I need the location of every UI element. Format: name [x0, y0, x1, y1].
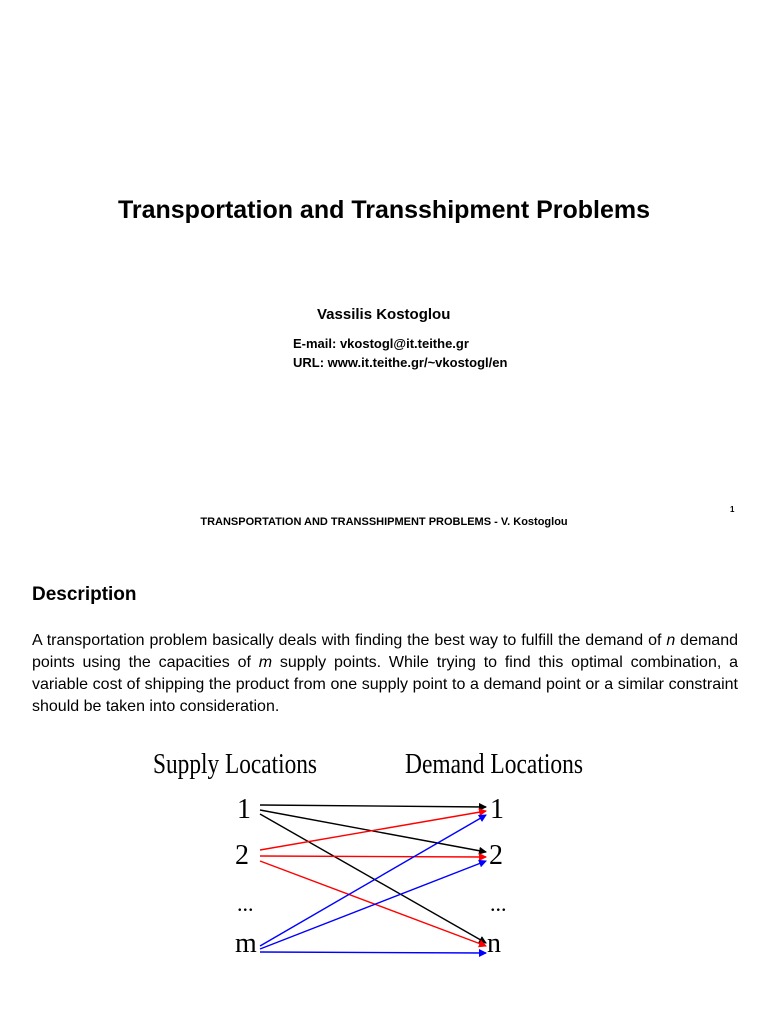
demand-node-ellipsis: ...: [490, 891, 507, 916]
supply-locations-header: Supply Locations: [153, 748, 317, 780]
supply-node-2: 2: [235, 840, 249, 871]
author-email: E-mail: vkostogl@it.teithe.gr: [293, 336, 469, 351]
edge-m-to-n: [260, 952, 486, 953]
demand-node-2: 2: [489, 840, 503, 871]
author-name: Vassilis Kostoglou: [317, 306, 451, 323]
page-footer: TRANSPORTATION AND TRANSSHIPMENT PROBLEMS - V. Kostoglou: [200, 516, 568, 528]
paragraph-text-1: A transportation problem basically deals with finding the best way to fulfill the demand of: [32, 632, 667, 649]
description-paragraph: [32, 630, 738, 718]
edge-1-to-1: [260, 805, 486, 807]
page-number: 1: [730, 505, 735, 514]
demand-node-n: n: [487, 928, 501, 959]
demand-locations-header: Demand Locations: [405, 748, 583, 780]
supply-node-ellipsis: ...: [237, 891, 254, 916]
transportation-diagram: [140, 740, 600, 970]
edge-1-to-n: [260, 814, 486, 943]
edge-2-to-2: [260, 856, 486, 857]
paragraph-var-n: n: [666, 632, 676, 649]
paragraph-text-2: demand points using the capacities of: [32, 632, 739, 671]
paragraph-var-m: m: [258, 654, 273, 671]
supply-node-1: 1: [237, 794, 251, 825]
document-title: Transportation and Transshipment Problems: [117, 196, 651, 224]
demand-node-1: 1: [490, 794, 504, 825]
supply-node-m: m: [235, 928, 257, 959]
section-heading: Description: [32, 584, 137, 605]
edge-m-to-1: [260, 815, 486, 946]
author-url: URL: www.it.teithe.gr/~vkostogl/en: [293, 355, 508, 370]
paragraph-text-3: supply points. While trying to find this optimal combination, a variable cost of shipping the product from one supply point to a demand point or a similar constraint should be taken into consideration.: [32, 654, 739, 715]
